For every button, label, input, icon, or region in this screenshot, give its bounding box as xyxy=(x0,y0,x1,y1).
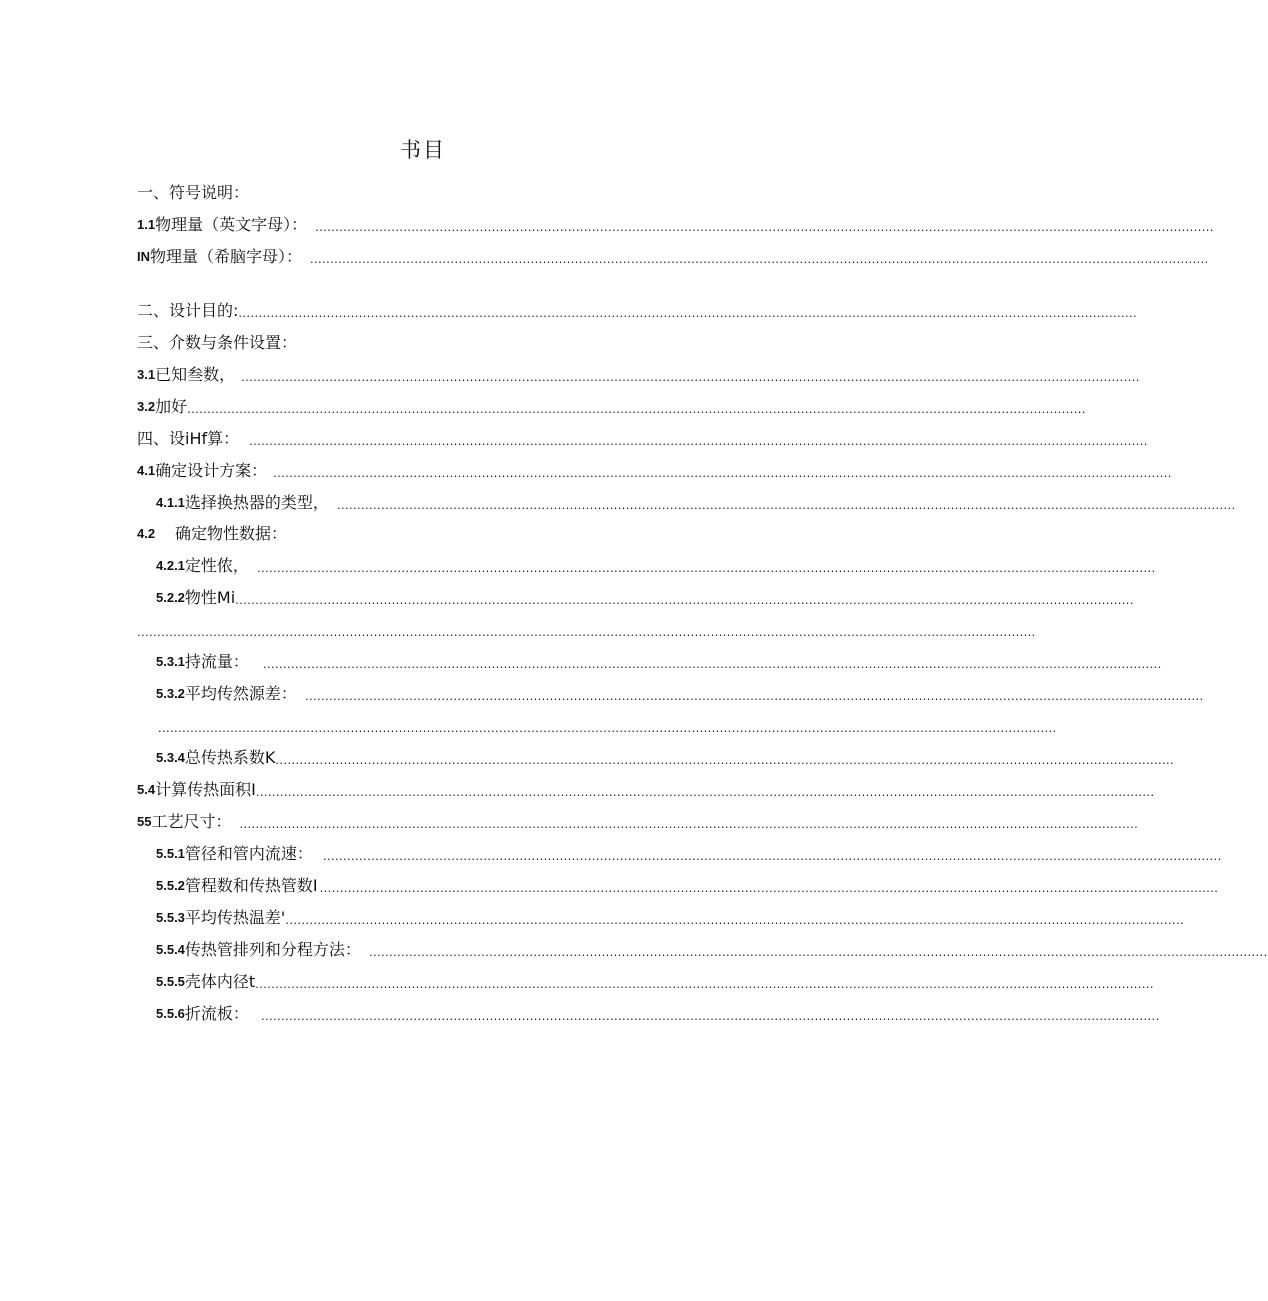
toc-entry-number: 5.5.1 xyxy=(156,846,185,861)
toc-entry xyxy=(156,649,1162,675)
toc-entry-number: 4.1 xyxy=(137,463,156,478)
toc-entry-continuation xyxy=(158,713,1057,739)
toc-entry xyxy=(137,394,1086,420)
toc-entry-text: 物理量（希脑字母）： xyxy=(150,247,303,266)
toc-entry-text: 折流板： xyxy=(184,1004,249,1023)
toc-leader-dots: ................................................................................................................................................................................................................................ xyxy=(260,1008,1160,1023)
toc-leader-dots: ................................................................................................................................................................................................................................ xyxy=(187,401,1086,416)
toc-leader-dots: ................................................................................................................................................................................................................................ xyxy=(310,251,1209,266)
page-title: 书目 xyxy=(400,138,446,162)
toc-entry-number: 1.1 xyxy=(137,217,156,232)
toc-entry-number: 5.5.4 xyxy=(156,942,185,957)
toc-entry-number: 5.3.2 xyxy=(156,686,185,701)
toc-entry-text: 二、设计目的: xyxy=(137,301,239,320)
toc-entry-number: 3.1 xyxy=(137,367,156,382)
toc-leader-dots: ................................................................................................................................................................................................................................ xyxy=(249,433,1148,448)
toc-entry-text: 平均传然源差： xyxy=(184,684,297,703)
toc-entry-text: 工艺尺寸： xyxy=(151,812,232,831)
toc-leader-dots: ................................................................................................................................................................................................................................ xyxy=(273,465,1172,480)
toc-leader-dots: ................................................................................................................................................................................................................................ xyxy=(255,784,1155,799)
toc-leader-dots: ................................................................................................................................................................................................................................ xyxy=(319,880,1219,895)
toc-entry-text: 三、介数与条件设置： xyxy=(137,333,298,352)
toc-entry xyxy=(137,180,277,206)
toc-entry-number: 5.5.6 xyxy=(156,1006,185,1021)
toc-entry-text: 传热管排列和分程方法： xyxy=(184,940,361,959)
toc-entry-number: 5.5.5 xyxy=(156,974,185,989)
toc-entry xyxy=(156,841,1222,867)
toc-leader-dots: ................................................................................................................................................................................................................................ xyxy=(262,656,1162,671)
toc-entry-text: 一、符号说明： xyxy=(137,183,250,202)
toc-entry-number: 3.2 xyxy=(137,399,156,414)
toc-entry-number: 5.3.4 xyxy=(156,750,185,765)
toc-entry-continuation xyxy=(137,617,1036,643)
toc-entry-number: IN xyxy=(137,249,150,264)
toc-entry xyxy=(156,681,1204,707)
toc-leader-dots: ................................................................................................................................................................................................................................ xyxy=(241,369,1140,384)
toc-entry xyxy=(137,362,1140,388)
toc-entry-number: 4.1.1 xyxy=(156,495,185,510)
toc-entry-text: 管径和管内流速： xyxy=(184,844,313,863)
toc-entry xyxy=(156,937,1268,963)
toc-entry-number: 5.4 xyxy=(137,782,156,797)
toc-entry-text: 物理量（英文字母）： xyxy=(155,215,308,234)
toc-leader-dots: ................................................................................................................................................................................................................................ xyxy=(322,848,1222,863)
toc-entry-text: 加好 xyxy=(155,397,188,416)
toc-entry xyxy=(156,585,1134,611)
toc-leader-dots: ................................................................................................................................................................................................................................ xyxy=(238,305,1138,320)
toc-entry xyxy=(156,873,1219,899)
toc-entry-text: 管程数和传热管数I xyxy=(184,876,318,895)
toc-entry-number: 5.5.2 xyxy=(156,878,185,893)
toc-entry-text: 已知叁数， xyxy=(155,365,236,384)
toc-entry xyxy=(137,521,337,547)
toc-leader-dots: ................................................................................................................................................................................................................................ xyxy=(315,219,1214,234)
toc-leader-dots: ................................................................................................................................................................................................................................ xyxy=(235,592,1134,607)
toc-leader-dots: ................................................................................................................................................................................................................................ xyxy=(336,497,1236,512)
toc-entry xyxy=(156,969,1154,995)
toc-entry-text: 计算传热面积I xyxy=(155,780,256,799)
toc-entry xyxy=(156,1001,1160,1027)
toc-entry-number: 55 xyxy=(137,814,152,829)
toc-leader-dots: ................................................................................................................................................................................................................................ xyxy=(368,944,1268,959)
toc-entry-number: 5.5.3 xyxy=(156,910,185,925)
toc-entry xyxy=(156,553,1156,579)
toc-entry-text: 平均传热温差' xyxy=(184,908,286,927)
toc-entry-text: 总传热系数K xyxy=(184,748,276,767)
toc-entry-number: 4.2 xyxy=(137,526,156,541)
toc-entry-text: 确定设计方案： xyxy=(155,461,268,480)
toc-entry xyxy=(137,212,1214,238)
toc-entry-text: 壳体内径t xyxy=(184,972,256,991)
toc-entry-text: 定性侬， xyxy=(184,556,249,575)
toc-entry-number: 4.2.1 xyxy=(156,558,185,573)
toc-entry xyxy=(137,244,1209,270)
toc-leader-dots: ................................................................................................................................................................................................................................ xyxy=(158,720,1057,735)
toc-entry xyxy=(156,745,1175,771)
toc-entry-text: 选择换热器的类型， xyxy=(184,493,329,512)
toc-leader-dots: ................................................................................................................................................................................................................................ xyxy=(137,624,1036,639)
toc-entry xyxy=(137,777,1155,803)
toc-entry-text: 确定物性数据： xyxy=(175,524,288,543)
toc-leader-dots: ................................................................................................................................................................................................................................ xyxy=(275,752,1175,767)
toc-leader-dots: ................................................................................................................................................................................................................................ xyxy=(285,912,1184,927)
toc-leader-dots: ................................................................................................................................................................................................................................ xyxy=(256,560,1156,575)
toc-entry xyxy=(137,330,337,356)
toc-leader-dots: ................................................................................................................................................................................................................................ xyxy=(239,816,1139,831)
toc-entry xyxy=(137,298,1138,324)
toc-entry-number: 5.2.2 xyxy=(156,590,185,605)
toc-entry xyxy=(137,426,1148,452)
toc-entry xyxy=(137,809,1139,835)
toc-entry xyxy=(156,490,1236,516)
toc-entry-text: 持流量： xyxy=(184,652,249,671)
toc-leader-dots: ................................................................................................................................................................................................................................ xyxy=(255,976,1154,991)
toc-entry xyxy=(156,905,1184,931)
toc-entry-text: 物性Mi xyxy=(184,588,236,607)
toc-entry-text: 四、设iHf算： xyxy=(137,429,240,448)
toc-entry-number: 5.3.1 xyxy=(156,654,185,669)
toc-entry xyxy=(137,458,1172,484)
toc-leader-dots: ................................................................................................................................................................................................................................ xyxy=(304,688,1204,703)
